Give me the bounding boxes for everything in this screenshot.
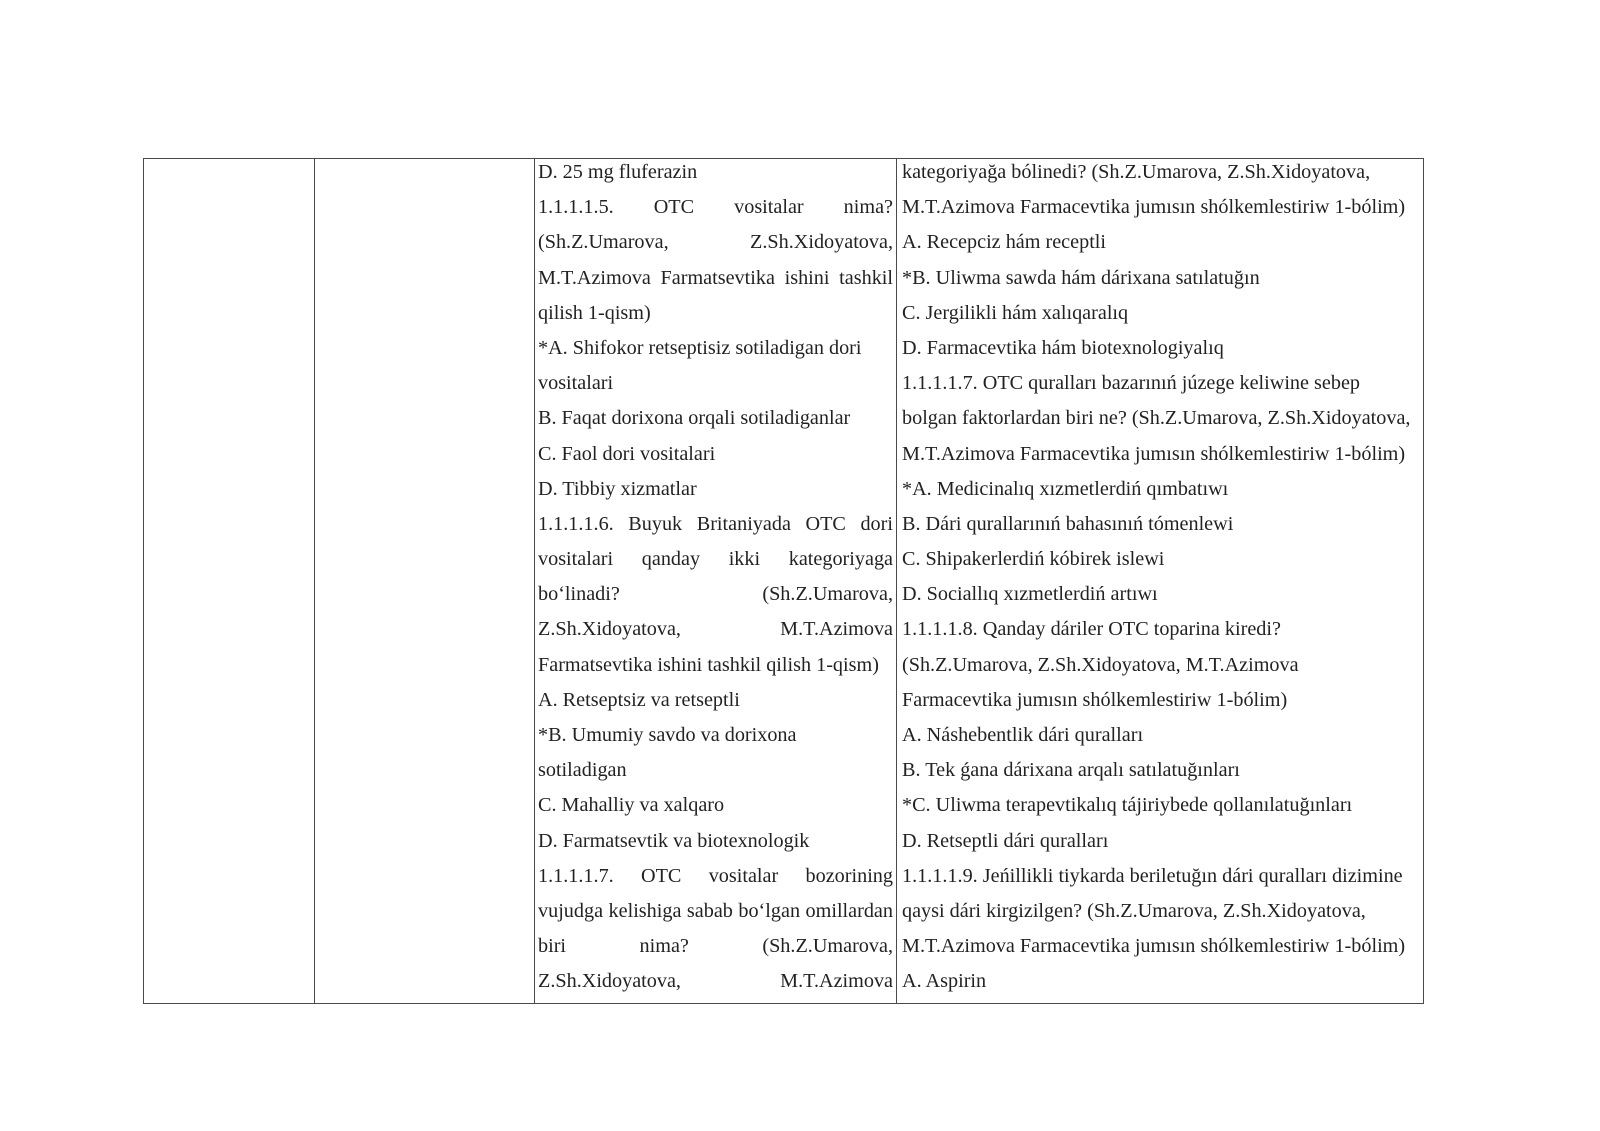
question-table (143, 158, 1424, 1004)
cell-text-line: qaysi dári kirgizilgen? (Sh.Z.Umarova, Z.Sh.Xidoyatova, (902, 899, 1366, 922)
cell-text-line: bo‘linadi? (Sh.Z.Umarova, (538, 583, 893, 606)
cell-text-line: 1.1.1.1.8. Qanday dáriler OTC toparina kiredi? (902, 618, 1281, 641)
cell-text-line: D. Farmacevtika hám biotexnologiyalıq (902, 336, 1224, 359)
table-cell-column-1 (144, 159, 315, 1003)
cell-text-line: Farmatsevtika ishini tashkil qilish 1-qism) (538, 653, 879, 676)
cell-text-line: C. Faol dori vositalari (538, 442, 716, 465)
cell-text-line: vujudga kelishiga sabab bo‘lgan omillardan (538, 899, 893, 922)
cell-text-line: (Sh.Z.Umarova, Z.Sh.Xidoyatova, M.T.Azimova (902, 653, 1299, 676)
cell-text-line: qilish 1-qism) (538, 301, 651, 324)
cell-text-line: M.T.Azimova Farmatsevtika ishini tashkil (538, 266, 893, 289)
cell-text-line: Z.Sh.Xidoyatova, M.T.Azimova (538, 618, 893, 641)
cell-text-line: D. Retseptli dári quralları (902, 829, 1109, 852)
cell-text-line: D. Sociallıq xızmetlerdiń artıwı (902, 583, 1158, 606)
cell-text-line: kategoriyağa bólinedi? (Sh.Z.Umarova, Z.Sh.Xidoyatova, (902, 161, 1371, 183)
cell-text-line: A. Retseptsiz va retseptli (538, 688, 740, 711)
cell-text-line: *A. Medicinalıq xızmetlerdiń qımbatıwı (902, 477, 1229, 500)
cell-text-line: Z.Sh.Xidoyatova, M.T.Azimova (538, 970, 893, 993)
cell-text-line: C. Mahalliy va xalqaro (538, 794, 725, 817)
cell-text-line: 1.1.1.1.5. OTC vositalar nima? (538, 196, 893, 219)
cell-text-line: vositalari qanday ikki kategoriyaga (538, 548, 893, 571)
cell-text-line: bolgan faktorlardan biri ne? (Sh.Z.Umarova, Z.Sh.Xidoyatova, (902, 407, 1411, 430)
cell-text-line: biri nima? (Sh.Z.Umarova, (538, 935, 893, 958)
cell-text-line: B. Dári qurallarınıń bahasınıń tómenlewi (902, 512, 1234, 535)
cell-lines (538, 155, 893, 1000)
cell-text-line: A. Aspirin (902, 970, 987, 993)
cell-text-line: (Sh.Z.Umarova, Z.Sh.Xidoyatova, (538, 231, 893, 254)
cell-text-line: M.T.Azimova Farmacevtika jumısın shólkemlestiriw 1-bólim) (902, 935, 1406, 958)
table-cell-column-2 (315, 159, 535, 1003)
cell-text-line: D. Farmatsevtik va biotexnologik (538, 829, 810, 852)
cell-text-line: A. Náshebentlik dári quralları (902, 724, 1144, 746)
cell-text-line: A. Recepciz hám receptli (902, 231, 1107, 254)
cell-text-line: 1.1.1.1.6. Buyuk Britaniyada OTC dori (538, 512, 893, 535)
table-cell-uzbek-questions (535, 159, 897, 1003)
cell-text-line: 1.1.1.1.9. Jeńillikli tiykarda beriletuğın dári quralları dizimine (902, 864, 1403, 887)
cell-text-line: *A. Shifokor retseptisiz sotiladigan dori (538, 336, 862, 359)
cell-text-line: C. Jergilikli hám xalıqaralıq (902, 301, 1129, 324)
cell-text-line: C. Shipakerlerdiń kóbirek islewi (902, 548, 1165, 571)
cell-text-line: M.T.Azimova Farmacevtika jumısın shólkemlestiriw 1-bólim) (902, 442, 1406, 465)
table-cell-karakalpak-questions (897, 159, 1423, 1003)
cell-text-line: B. Faqat dorixona orqali sotiladiganlar (538, 407, 851, 430)
cell-text-line: Farmacevtika jumısın shólkemlestiriw 1-bólim) (902, 688, 1288, 711)
cell-lines (902, 155, 1419, 1000)
cell-text-line: D. Tibbiy xizmatlar (538, 477, 697, 500)
cell-text-line: *B. Uliwma sawda hám dárixana satılatuğın (902, 266, 1260, 289)
cell-text-line: M.T.Azimova Farmacevtika jumısın shólkemlestiriw 1-bólim) (902, 196, 1406, 219)
cell-text-line: 1.1.1.1.7. OTC quralları bazarınıń júzege keliwine sebep (902, 372, 1360, 395)
cell-text-line: *C. Uliwma terapevtikalıq tájiriybede qollanılatuğınları (902, 794, 1353, 817)
cell-text-line: *B. Umumiy savdo va dorixona (538, 724, 797, 746)
cell-text-line: 1.1.1.1.7. OTC vositalar bozorining (538, 864, 893, 887)
cell-text-line: vositalari (538, 372, 614, 395)
cell-text-line: sotiladigan (538, 759, 627, 782)
cell-text-line: D. 25 mg fluferazin (538, 161, 698, 183)
cell-text-line: B. Tek ǵana dárixana arqalı satılatuğınları (902, 759, 1240, 782)
